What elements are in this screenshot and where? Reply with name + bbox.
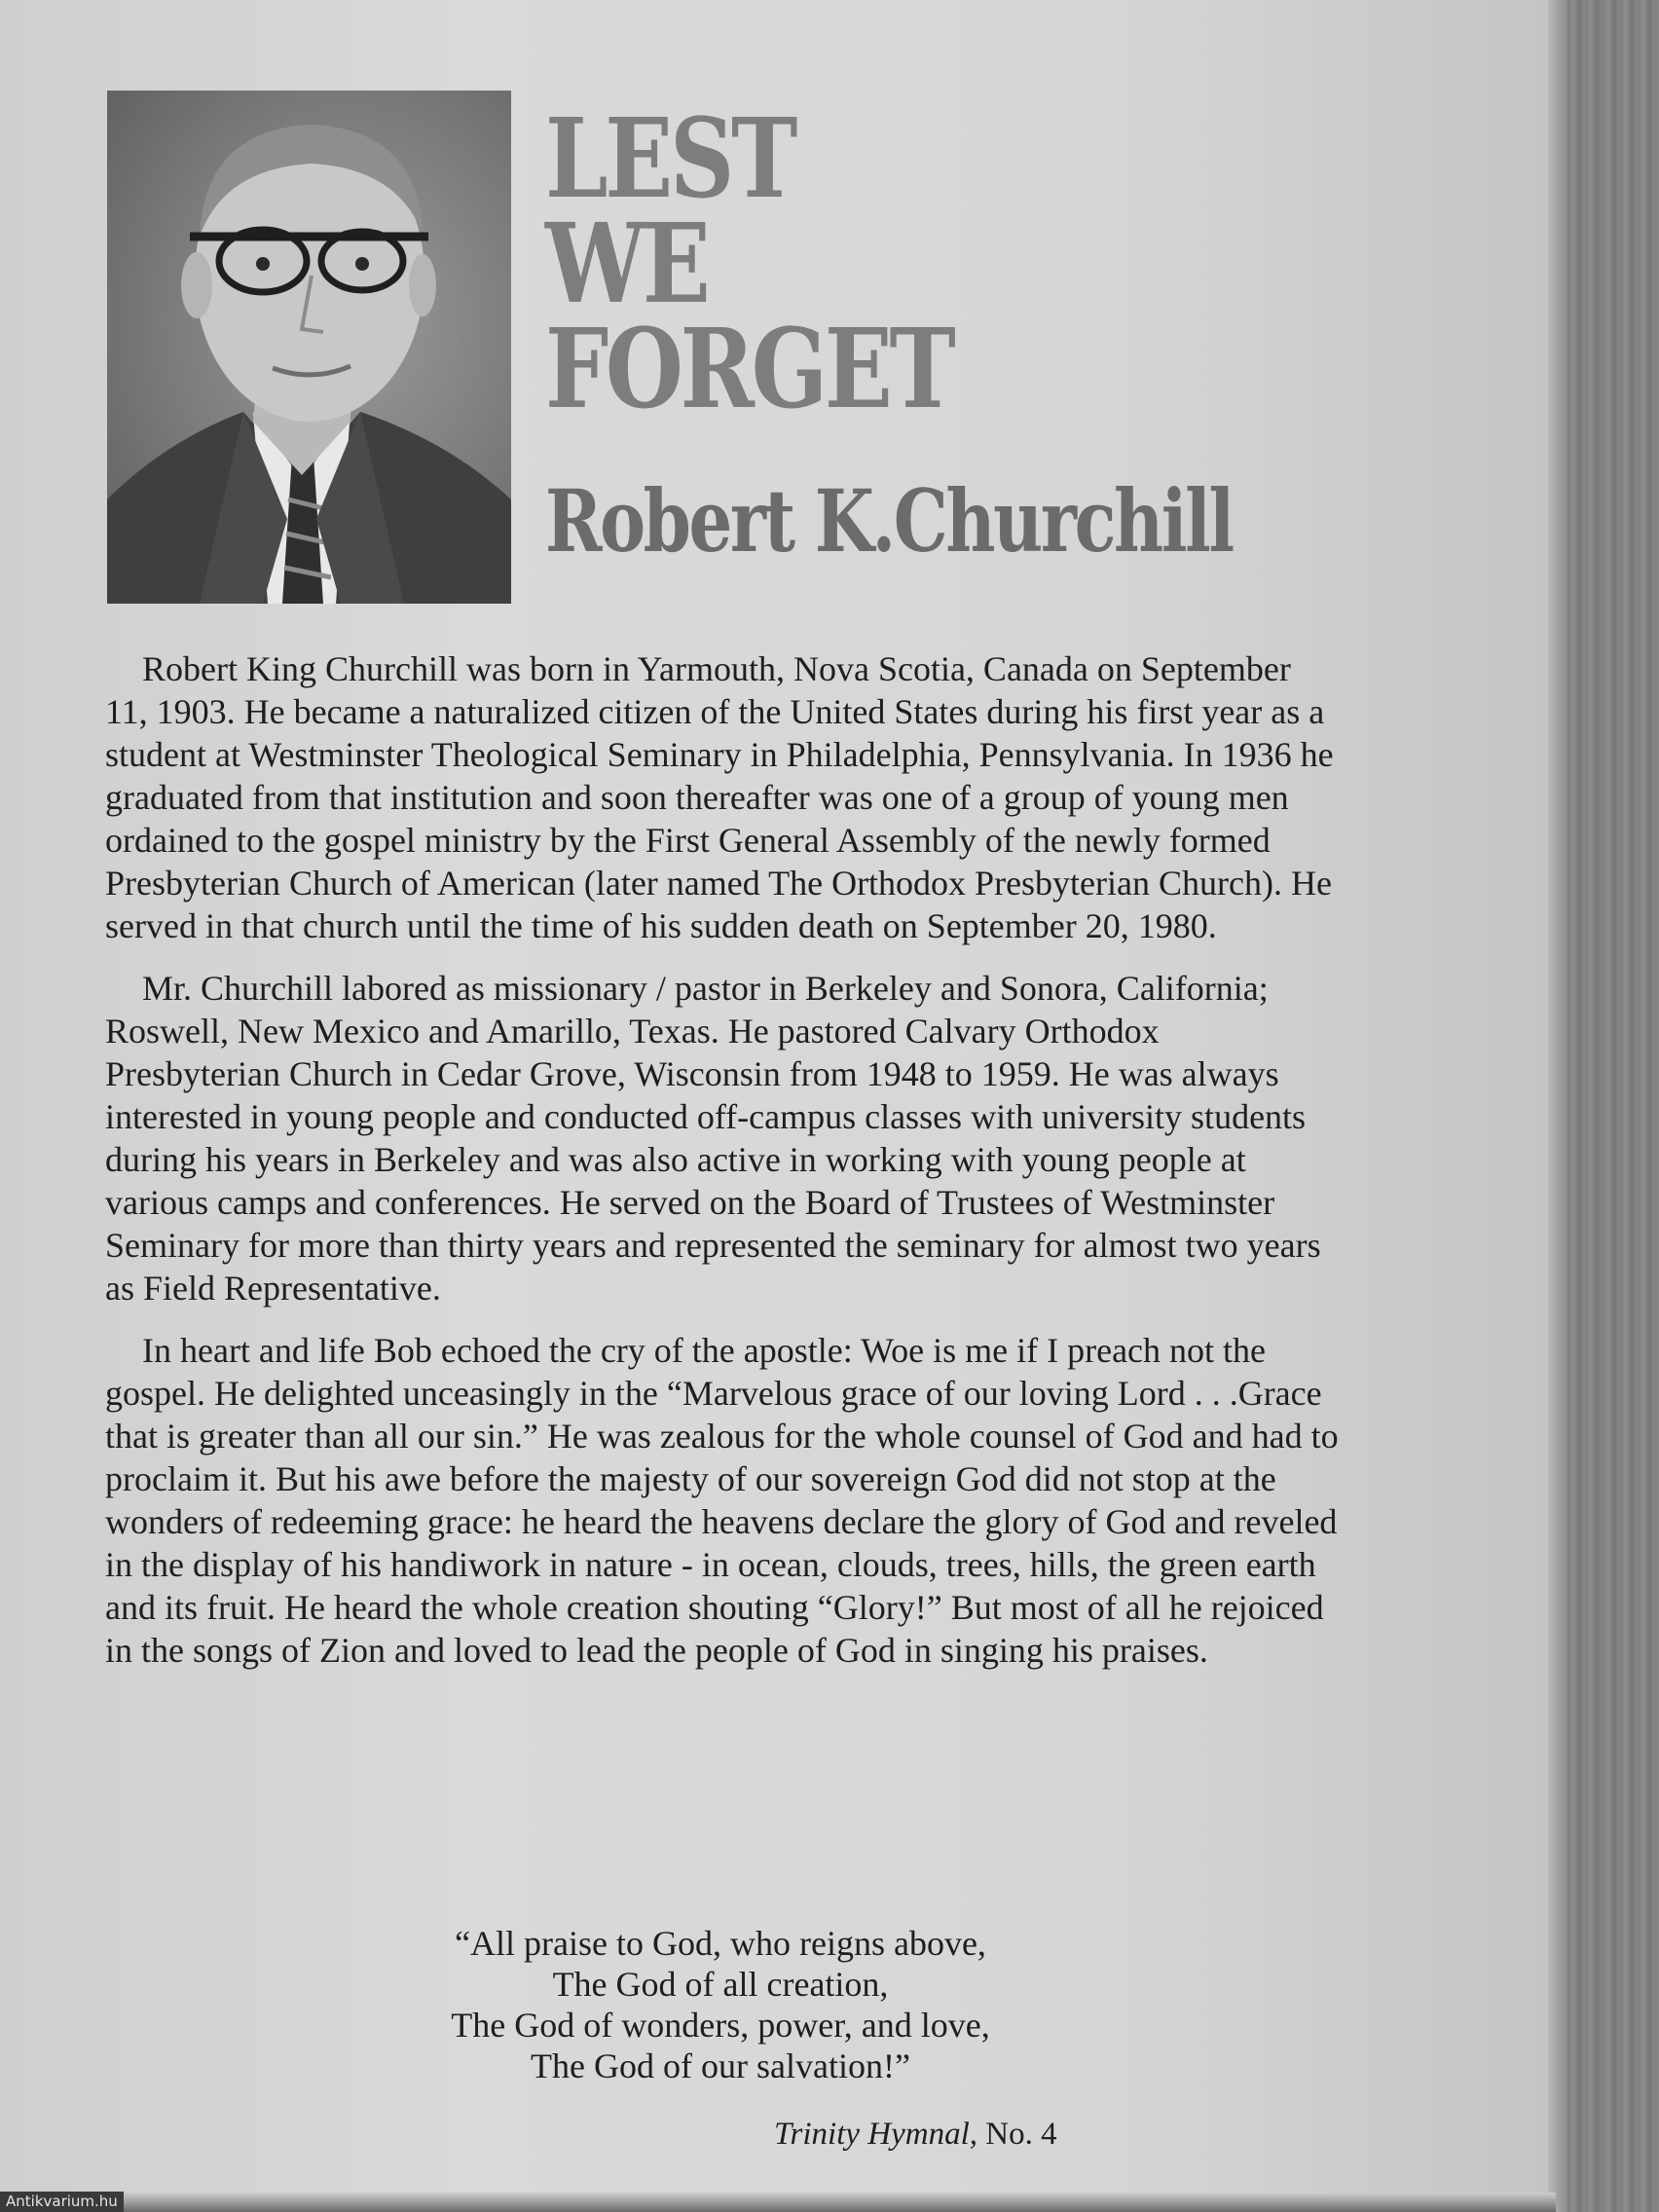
heading-line-3: FORGET bbox=[545, 306, 953, 433]
watermark-label: Antikvarium.hu bbox=[0, 2192, 124, 2212]
hymn-line-1: “All praise to God, who reigns above, bbox=[455, 1924, 986, 1963]
portrait-photo bbox=[107, 91, 511, 604]
citation-number: No. 4 bbox=[985, 2117, 1057, 2152]
portrait-icon bbox=[107, 91, 511, 604]
bottom-shadow bbox=[0, 2193, 1556, 2212]
hymn-line-2: The God of all creation, bbox=[552, 1965, 889, 2004]
heading-line-1: LEST bbox=[545, 95, 795, 223]
book-spine bbox=[1567, 0, 1659, 2212]
paragraph-3: In heart and life Bob echoed the cry of the apostle: Woe is me if I preach not the gospel. He delighted unceasingly in the “Marvelous grace of our loving Lord . . .Grace that is greater than all our sin.” He was zealous for the whole counsel of God and had to proclaim it. But his awe before the majesty of our sovereign God did not stop at the wonders of redeeming grace: he heard the heavens declare the glory of God and reveled in the display of his handiwork in nature - in ocean, clouds, trees, hills, the green earth and its fruit. He heard the whole creation shouting “Glory!” But most of all he rejoiced in the songs of Zion and loved to lead the people of God in singing his praises. bbox=[105, 1331, 1339, 1670]
hymn-line-4: The God of our salvation!” bbox=[531, 2046, 910, 2085]
biography-text bbox=[105, 647, 1342, 1691]
page-edge bbox=[1548, 0, 1567, 2212]
hymn-citation bbox=[774, 2117, 1057, 2153]
page-heading bbox=[545, 95, 953, 433]
citation-source: Trinity Hymnal, bbox=[774, 2117, 978, 2152]
hymn-line-3: The God of wonders, power, and love, bbox=[451, 2006, 990, 2045]
hymn-quote bbox=[370, 1923, 1071, 2086]
paragraph-2: Mr. Churchill labored as missionary / pastor in Berkeley and Sonora, California; Roswell, New Mexico and Amarillo, Texas. He pastored Calvary Orthodox Presbyterian Church in Cedar Grove, Wisconsin from 1948 to 1959. He was always interested in young people and conducted off-campus classes with university students during his years in Berkeley and was also active in working with young people at various camps and conferences. He served on the Board of Trustees of Westminster Seminary for more than thirty years and represented the seminary for almost two years as Field Representative. bbox=[105, 969, 1321, 1308]
heading-line-2: WE bbox=[545, 201, 708, 328]
paragraph-1: Robert King Churchill was born in Yarmouth, Nova Scotia, Canada on September 11, 1903. He became a naturalized citizen of the United States during his first year as a student at Westminster Theological Seminary in Philadelphia, Pennsylvania. In 1936 he graduated from that institution and soon thereafter was one of a group of young men ordained to the gospel ministry by the First General Assembly of the newly formed Presbyterian Church of American (later named The Orthodox Presbyterian Church). He served in that church until the time of his sudden death on September 20, 1980. bbox=[105, 649, 1334, 945]
person-name: Robert K.Churchill bbox=[545, 470, 1233, 571]
